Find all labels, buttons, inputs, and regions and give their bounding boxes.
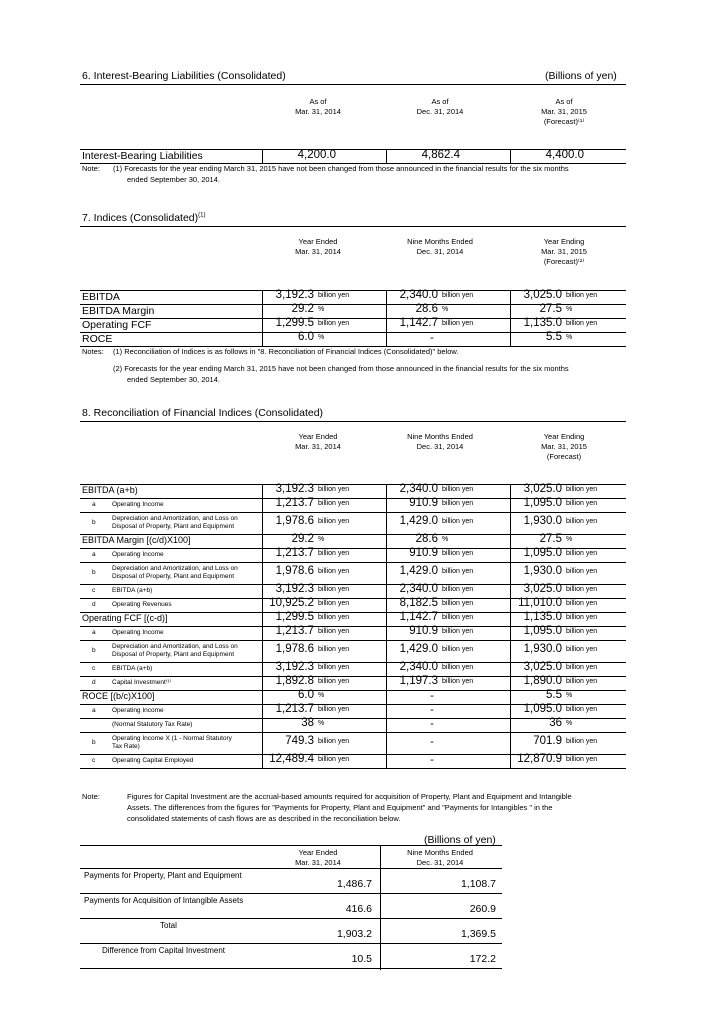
note-text: (2) Forecasts for the year ending March 31, 2015 have not been changed from those announced in the financial results for the six months: [113, 364, 569, 373]
row-letter: a: [92, 501, 96, 508]
unit-label: billion yen: [566, 664, 598, 671]
row-label: [112, 679, 262, 687]
unit-label: billion yen: [566, 586, 598, 593]
unit-label: %: [566, 692, 573, 699]
value-cell: 12,870.9: [517, 753, 562, 765]
value-cell: 1,299.5: [275, 611, 314, 623]
value-cell: 27.5: [539, 533, 562, 545]
unit-label: billion yen: [566, 756, 598, 763]
unit-label: billion yen: [442, 678, 474, 685]
divider: [80, 943, 502, 944]
note-label: Note:: [82, 792, 100, 801]
value-cell: 910.9: [409, 547, 438, 559]
row-label: Operating FCF: [82, 319, 152, 331]
unit-label: billion yen: [566, 292, 598, 299]
row-label: [112, 707, 262, 715]
value-cell: -: [430, 704, 434, 716]
value-cell: 6.0: [298, 331, 314, 343]
row-label-line: Operating Income: [112, 707, 164, 714]
row-letter: d: [92, 601, 96, 608]
divider: [80, 640, 626, 641]
unit-label: %: [442, 536, 449, 543]
unit-label: billion yen: [566, 486, 598, 493]
unit-label: billion yen: [318, 706, 350, 713]
column-header: As of Mar. 31, 2015 (Forecast)⁽¹⁾: [541, 97, 587, 126]
value-cell: 910.9: [409, 625, 438, 637]
value-cell: 749.3: [285, 735, 314, 747]
unit-label: %: [566, 720, 573, 727]
unit-label: %: [318, 692, 325, 699]
unit-label: %: [318, 306, 325, 313]
unit-label: billion yen: [442, 292, 474, 299]
value-cell: -: [430, 690, 434, 702]
column-header: Year Ended Mar. 31, 2014: [295, 432, 341, 451]
column-header: Year Ending Mar. 31, 2015 (Forecast): [541, 432, 587, 461]
value-cell: -: [430, 718, 434, 730]
value-cell: 1,095.0: [523, 703, 562, 715]
row-label-line: EBITDA (a+b): [112, 665, 153, 672]
unit-label: billion yen: [566, 568, 598, 575]
value-cell: 3,192.3: [275, 583, 314, 595]
value-cell: 10.5: [351, 953, 372, 965]
column-rule: [386, 149, 387, 163]
unit-label: billion yen: [566, 550, 598, 557]
row-label-line: EBITDA (a+b): [112, 587, 153, 594]
divider: [80, 512, 626, 513]
value-cell: 910.9: [409, 497, 438, 509]
column-header: Year Ended Mar. 31, 2014: [295, 848, 341, 867]
value-cell: 3,025.0: [523, 289, 562, 301]
row-label: [112, 629, 262, 637]
value-cell: 1,142.7: [399, 611, 438, 623]
value-cell: 1,429.0: [399, 643, 438, 655]
row-letter: a: [92, 551, 96, 558]
column-header: As of Dec. 31, 2014: [416, 97, 464, 116]
value-cell: 1,978.6: [275, 643, 314, 655]
unit-label: billion yen: [318, 486, 350, 493]
divider: [80, 868, 502, 869]
row-label-line: Capital Investment⁽¹⁾: [112, 679, 172, 686]
unit-label: billion yen: [318, 664, 350, 671]
unit-label: billion yen: [566, 738, 598, 745]
divider: [80, 421, 626, 422]
note-label: Notes:: [82, 347, 104, 356]
unit-label: billion yen: [318, 646, 350, 653]
section-6-title: 6. Interest-Bearing Liabilities (Consolidated): [82, 70, 286, 82]
value-cell: 1,890.0: [523, 675, 562, 687]
unit-label: billion yen: [566, 518, 598, 525]
column-header: Year Ending Mar. 31, 2015 (Forecast)⁽²⁾: [541, 237, 587, 266]
row-label: EBITDA: [82, 291, 120, 303]
section-7-title: 7. Indices (Consolidated)$^{(1)}$: [82, 212, 206, 224]
unit-label: billion yen: [442, 550, 474, 557]
column-rule: [386, 290, 387, 346]
value-cell: 29.2: [291, 533, 314, 545]
column-rule: [510, 484, 511, 768]
column-rule: [262, 149, 263, 163]
divider: [80, 732, 626, 733]
value-cell: 2,340.0: [399, 289, 438, 301]
value-cell: 1,930.0: [523, 643, 562, 655]
row-label-line: Operating Capital Employed: [112, 757, 194, 764]
row-letter: c: [92, 587, 96, 594]
value-cell: 36: [549, 717, 562, 729]
value-cell: 3,025.0: [523, 583, 562, 595]
value-cell: -: [430, 736, 434, 748]
row-label: Payments for Property, Plant and Equipment: [84, 871, 242, 880]
value-cell: 28.6: [415, 533, 438, 545]
unit-label: billion yen: [318, 756, 350, 763]
row-label: ROCE [(b/c)X100]: [82, 691, 155, 701]
unit-label: billion yen: [442, 568, 474, 575]
note-text: (1) Forecasts for the year ending March 31, 2015 have not been changed from those announced in the financial results for the six months: [113, 164, 569, 173]
unit-label: billion yen: [442, 628, 474, 635]
unit-label: billion yen: [442, 614, 474, 621]
column-rule: [380, 845, 381, 970]
value-cell: 1,369.5: [460, 928, 496, 940]
value-cell: 1,095.0: [523, 547, 562, 559]
divider: [80, 918, 502, 919]
value-cell: 3,192.3: [275, 289, 314, 301]
divider: [80, 968, 502, 969]
value-cell: 4,862.4: [421, 149, 460, 161]
row-letter: c: [92, 665, 96, 672]
value-cell: 38: [301, 717, 314, 729]
row-label-line: Tax Rate): [112, 743, 140, 750]
unit-label: billion yen: [318, 550, 350, 557]
value-cell: 260.9: [469, 903, 496, 915]
unit-label: billion yen: [566, 628, 598, 635]
row-letter: b: [92, 739, 96, 746]
column-rule: [386, 484, 387, 768]
value-cell: 1,299.5: [275, 317, 314, 329]
unit-label: billion yen: [318, 518, 350, 525]
divider: [80, 845, 502, 846]
unit-label: %: [566, 306, 573, 313]
row-label-line: Disposal of Property, Plant and Equipment: [112, 651, 235, 658]
row-label-line: Operating Income: [112, 551, 164, 558]
column-header: Nine Months Ended Dec. 31, 2014: [407, 237, 473, 256]
value-cell: 3,025.0: [523, 483, 562, 495]
unit-label: billion yen: [318, 500, 350, 507]
note-text: consolidated statements of cash flows are as described in the reconciliation below.: [127, 814, 401, 823]
unit-label: billion yen: [442, 518, 474, 525]
unit-label: billion yen: [566, 706, 598, 713]
note-text: (1) Reconciliation of Indices is as follows in "8. Reconciliation of Financial Indices (Consolidated)" below.: [113, 347, 459, 356]
row-label-line: Disposal of Property, Plant and Equipment: [112, 523, 235, 530]
value-cell: 5.5: [546, 331, 562, 343]
value-cell: 4,400.0: [545, 149, 584, 161]
value-cell: 1,486.7: [336, 878, 372, 890]
unit-label: billion yen: [566, 646, 598, 653]
value-cell: 29.2: [291, 303, 314, 315]
row-label: EBITDA Margin [(c/d)X100]: [82, 535, 191, 545]
divider: [80, 893, 502, 894]
row-label-line: Operating Income X (1 - Normal Statutory: [112, 735, 232, 742]
value-cell: 3,192.3: [275, 483, 314, 495]
value-cell: 1,930.0: [523, 515, 562, 527]
value-cell: 1,213.7: [275, 497, 314, 509]
unit-label: billion yen: [318, 320, 350, 327]
row-label: ROCE: [82, 333, 113, 345]
value-cell: 1,429.0: [399, 565, 438, 577]
row-label: Payments for Acquisition of Intangible Assets: [84, 896, 244, 905]
value-cell: 12,489.4: [269, 753, 314, 765]
divider: [80, 84, 626, 85]
row-label: [112, 735, 262, 751]
row-label: [112, 643, 262, 659]
row-label: Difference from Capital Investment: [102, 946, 226, 955]
value-cell: 1,903.2: [336, 928, 372, 940]
column-rule: [510, 290, 511, 346]
column-header: Year Ended Mar. 31, 2014: [295, 237, 341, 256]
row-label: [112, 551, 262, 559]
value-cell: 1,142.7: [399, 317, 438, 329]
unit-label: billion yen: [318, 568, 350, 575]
unit-label: billion yen: [442, 320, 474, 327]
unit-label: billion yen: [442, 664, 474, 671]
unit-label: billion yen: [318, 586, 350, 593]
unit-label: billion yen: [566, 614, 598, 621]
row-letter: d: [92, 679, 96, 686]
row-label-line: Disposal of Property, Plant and Equipment: [112, 573, 235, 580]
row-label: Total: [160, 921, 177, 930]
unit-label: billion yen: [318, 738, 350, 745]
value-cell: 2,340.0: [399, 483, 438, 495]
row-letter: c: [92, 757, 96, 764]
note-text: ended September 30, 2014.: [127, 375, 220, 384]
row-label-line: Depreciation and Amortization, and Loss on: [112, 565, 238, 572]
value-cell: 1,213.7: [275, 703, 314, 715]
row-label-line: Depreciation and Amortization, and Loss on: [112, 515, 238, 522]
row-label: EBITDA (a+b): [82, 485, 138, 495]
unit-label: billion yen: [566, 678, 598, 685]
value-cell: 27.5: [539, 303, 562, 315]
value-cell: 1,978.6: [275, 515, 314, 527]
unit-label: billion yen: [566, 320, 598, 327]
unit-label: %: [566, 334, 573, 341]
value-cell: 1,930.0: [523, 565, 562, 577]
unit-label: billion yen: [318, 600, 350, 607]
value-cell: 3,192.3: [275, 661, 314, 673]
row-label-line: Operating Income: [112, 629, 164, 636]
value-cell: 28.6: [415, 303, 438, 315]
unit-label: %: [566, 536, 573, 543]
value-cell: 1,135.0: [523, 317, 562, 329]
row-label: [112, 601, 262, 609]
column-header: Nine Months Ended Dec. 31, 2014: [407, 432, 473, 451]
value-cell: -: [430, 332, 434, 344]
unit-label: billion yen: [318, 292, 350, 299]
unit-label: billion yen: [442, 486, 474, 493]
value-cell: 1,108.7: [460, 878, 496, 890]
row-label: [112, 757, 262, 765]
section-8-title: 8. Reconciliation of Financial Indices (Consolidated): [82, 407, 324, 419]
unit-label: billion yen: [318, 678, 350, 685]
value-cell: 1,213.7: [275, 547, 314, 559]
recon-unit: (Billions of yen): [424, 834, 496, 846]
value-cell: 1,095.0: [523, 625, 562, 637]
value-cell: 1,197.3: [399, 675, 438, 687]
row-label: Operating FCF [(c-d)]: [82, 613, 168, 623]
row-letter: a: [92, 707, 96, 714]
row-letter: b: [92, 647, 96, 654]
divider: [80, 562, 626, 563]
value-cell: 5.5: [546, 689, 562, 701]
row-label: [112, 565, 262, 581]
row-label: [112, 501, 262, 509]
note-label: Note:: [82, 164, 100, 173]
unit-label: billion yen: [318, 628, 350, 635]
unit-label: billion yen: [318, 614, 350, 621]
divider: [80, 768, 626, 769]
value-cell: 6.0: [298, 689, 314, 701]
unit-label: %: [442, 306, 449, 313]
value-cell: 8,182.5: [399, 597, 438, 609]
unit-label: billion yen: [442, 500, 474, 507]
unit-label: billion yen: [566, 500, 598, 507]
unit-label: billion yen: [442, 586, 474, 593]
row-label: [112, 515, 262, 531]
value-cell: 1,213.7: [275, 625, 314, 637]
value-cell: 172.2: [469, 953, 496, 965]
row-label-line: Operating Revenues: [112, 601, 172, 608]
unit-label: billion yen: [442, 646, 474, 653]
unit-label: %: [318, 536, 325, 543]
row-label: EBITDA Margin: [82, 305, 155, 317]
unit-label: %: [318, 720, 325, 727]
column-header: Nine Months Ended Dec. 31, 2014: [407, 848, 473, 867]
value-cell: 2,340.0: [399, 583, 438, 595]
row-label: [112, 587, 262, 595]
value-cell: 2,340.0: [399, 661, 438, 673]
row-label: [112, 721, 262, 729]
note-text: ended September 30, 2014.: [127, 175, 220, 184]
value-cell: 1,892.8: [275, 675, 314, 687]
value-cell: 3,025.0: [523, 661, 562, 673]
row-label: [112, 665, 262, 673]
value-cell: 11,010.0: [518, 597, 562, 609]
column-rule: [262, 290, 263, 346]
divider: [80, 226, 626, 227]
note-text: Figures for Capital Investment are the accrual-based amounts required for acquisition of Property, Plant and Equipment and Intangible: [127, 792, 572, 801]
row-letter: b: [92, 519, 96, 526]
value-cell: 1,095.0: [523, 497, 562, 509]
value-cell: 1,978.6: [275, 565, 314, 577]
section-6-unit: (Billions of yen): [545, 70, 617, 82]
value-cell: 1,429.0: [399, 515, 438, 527]
row-label-line: Depreciation and Amortization, and Loss on: [112, 643, 238, 650]
value-cell: 1,135.0: [523, 611, 562, 623]
column-rule: [510, 149, 511, 163]
row-label-line: (Normal Statutory Tax Rate): [112, 721, 193, 728]
unit-label: billion yen: [566, 600, 598, 607]
row-label: Interest-Bearing Liabilities: [82, 150, 203, 162]
column-rule: [262, 484, 263, 768]
value-cell: 4,200.0: [297, 149, 336, 161]
unit-label: %: [318, 334, 325, 341]
column-header: As of Mar. 31, 2014: [295, 97, 341, 116]
row-letter: a: [92, 629, 96, 636]
row-letter: b: [92, 569, 96, 576]
value-cell: -: [430, 754, 434, 766]
value-cell: 10,925.2: [269, 597, 314, 609]
unit-label: billion yen: [442, 600, 474, 607]
row-label-line: Operating Income: [112, 501, 164, 508]
value-cell: 416.6: [345, 903, 372, 915]
note-text: Assets. The differences from the figures for "Payments for Property, Plant and Equipment" and "Payments for Intangibles " in the: [127, 803, 553, 812]
value-cell: 701.9: [533, 735, 562, 747]
